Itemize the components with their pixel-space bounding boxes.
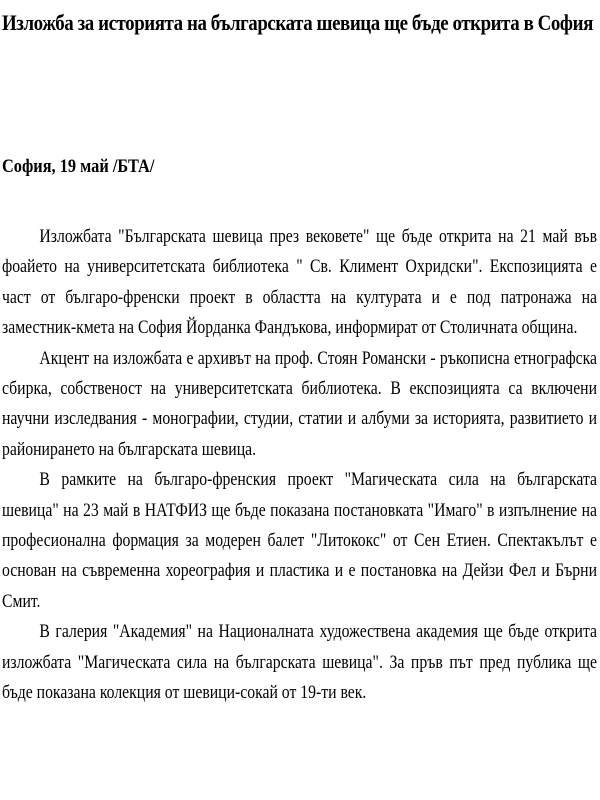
- paragraph-2: Акцент на изложбата е архивът на проф. Стоян Романски - ръкописна етнографска сбирка, собственост на университетската библиотека. В експозицията са включени научни изследвания - монографии, студии, статии и албуми за историята, развитието и районирането на българската шевица.: [2, 348, 597, 460]
- paragraph-3: В рамките на българо-френския проект "Магическата сила на българската шевица" на 23 май в НАТФИЗ ще бъде показана постановката "Имаго" в изпълнение на професионална формация за модерен балет "Литококс" от Сен Етиен. Спектакълът е основан на съвременна хореография и пластика и е постановка на Дейзи Фел и Бърни Смит.: [2, 470, 597, 612]
- paragraph-1: Изложбата "Българската шевица през вековете" ще бъде открита на 21 май във фоайето на университетската библиотека " Св. Климент Охридски". Експозицията е част от българо-френски проект в областта на културата и е под патронажа на заместник-кмета на София Йорданка Фандъкова, информират от Столичната община.: [2, 227, 597, 339]
- article-title: Изложба за историята на българската шевица ще бъде открита в София: [2, 10, 593, 35]
- article-dateline: София, 19 май /БТА/: [2, 156, 155, 177]
- article-body: [2, 222, 597, 709]
- paragraph-4: В галерия "Академия" на Националната художествена академия ще бъде открита изложбата "Магическата сила на българската шевица". За пръв път пред публика ще бъде показана колекция от шевици-сокай от 19-ти век.: [2, 622, 597, 704]
